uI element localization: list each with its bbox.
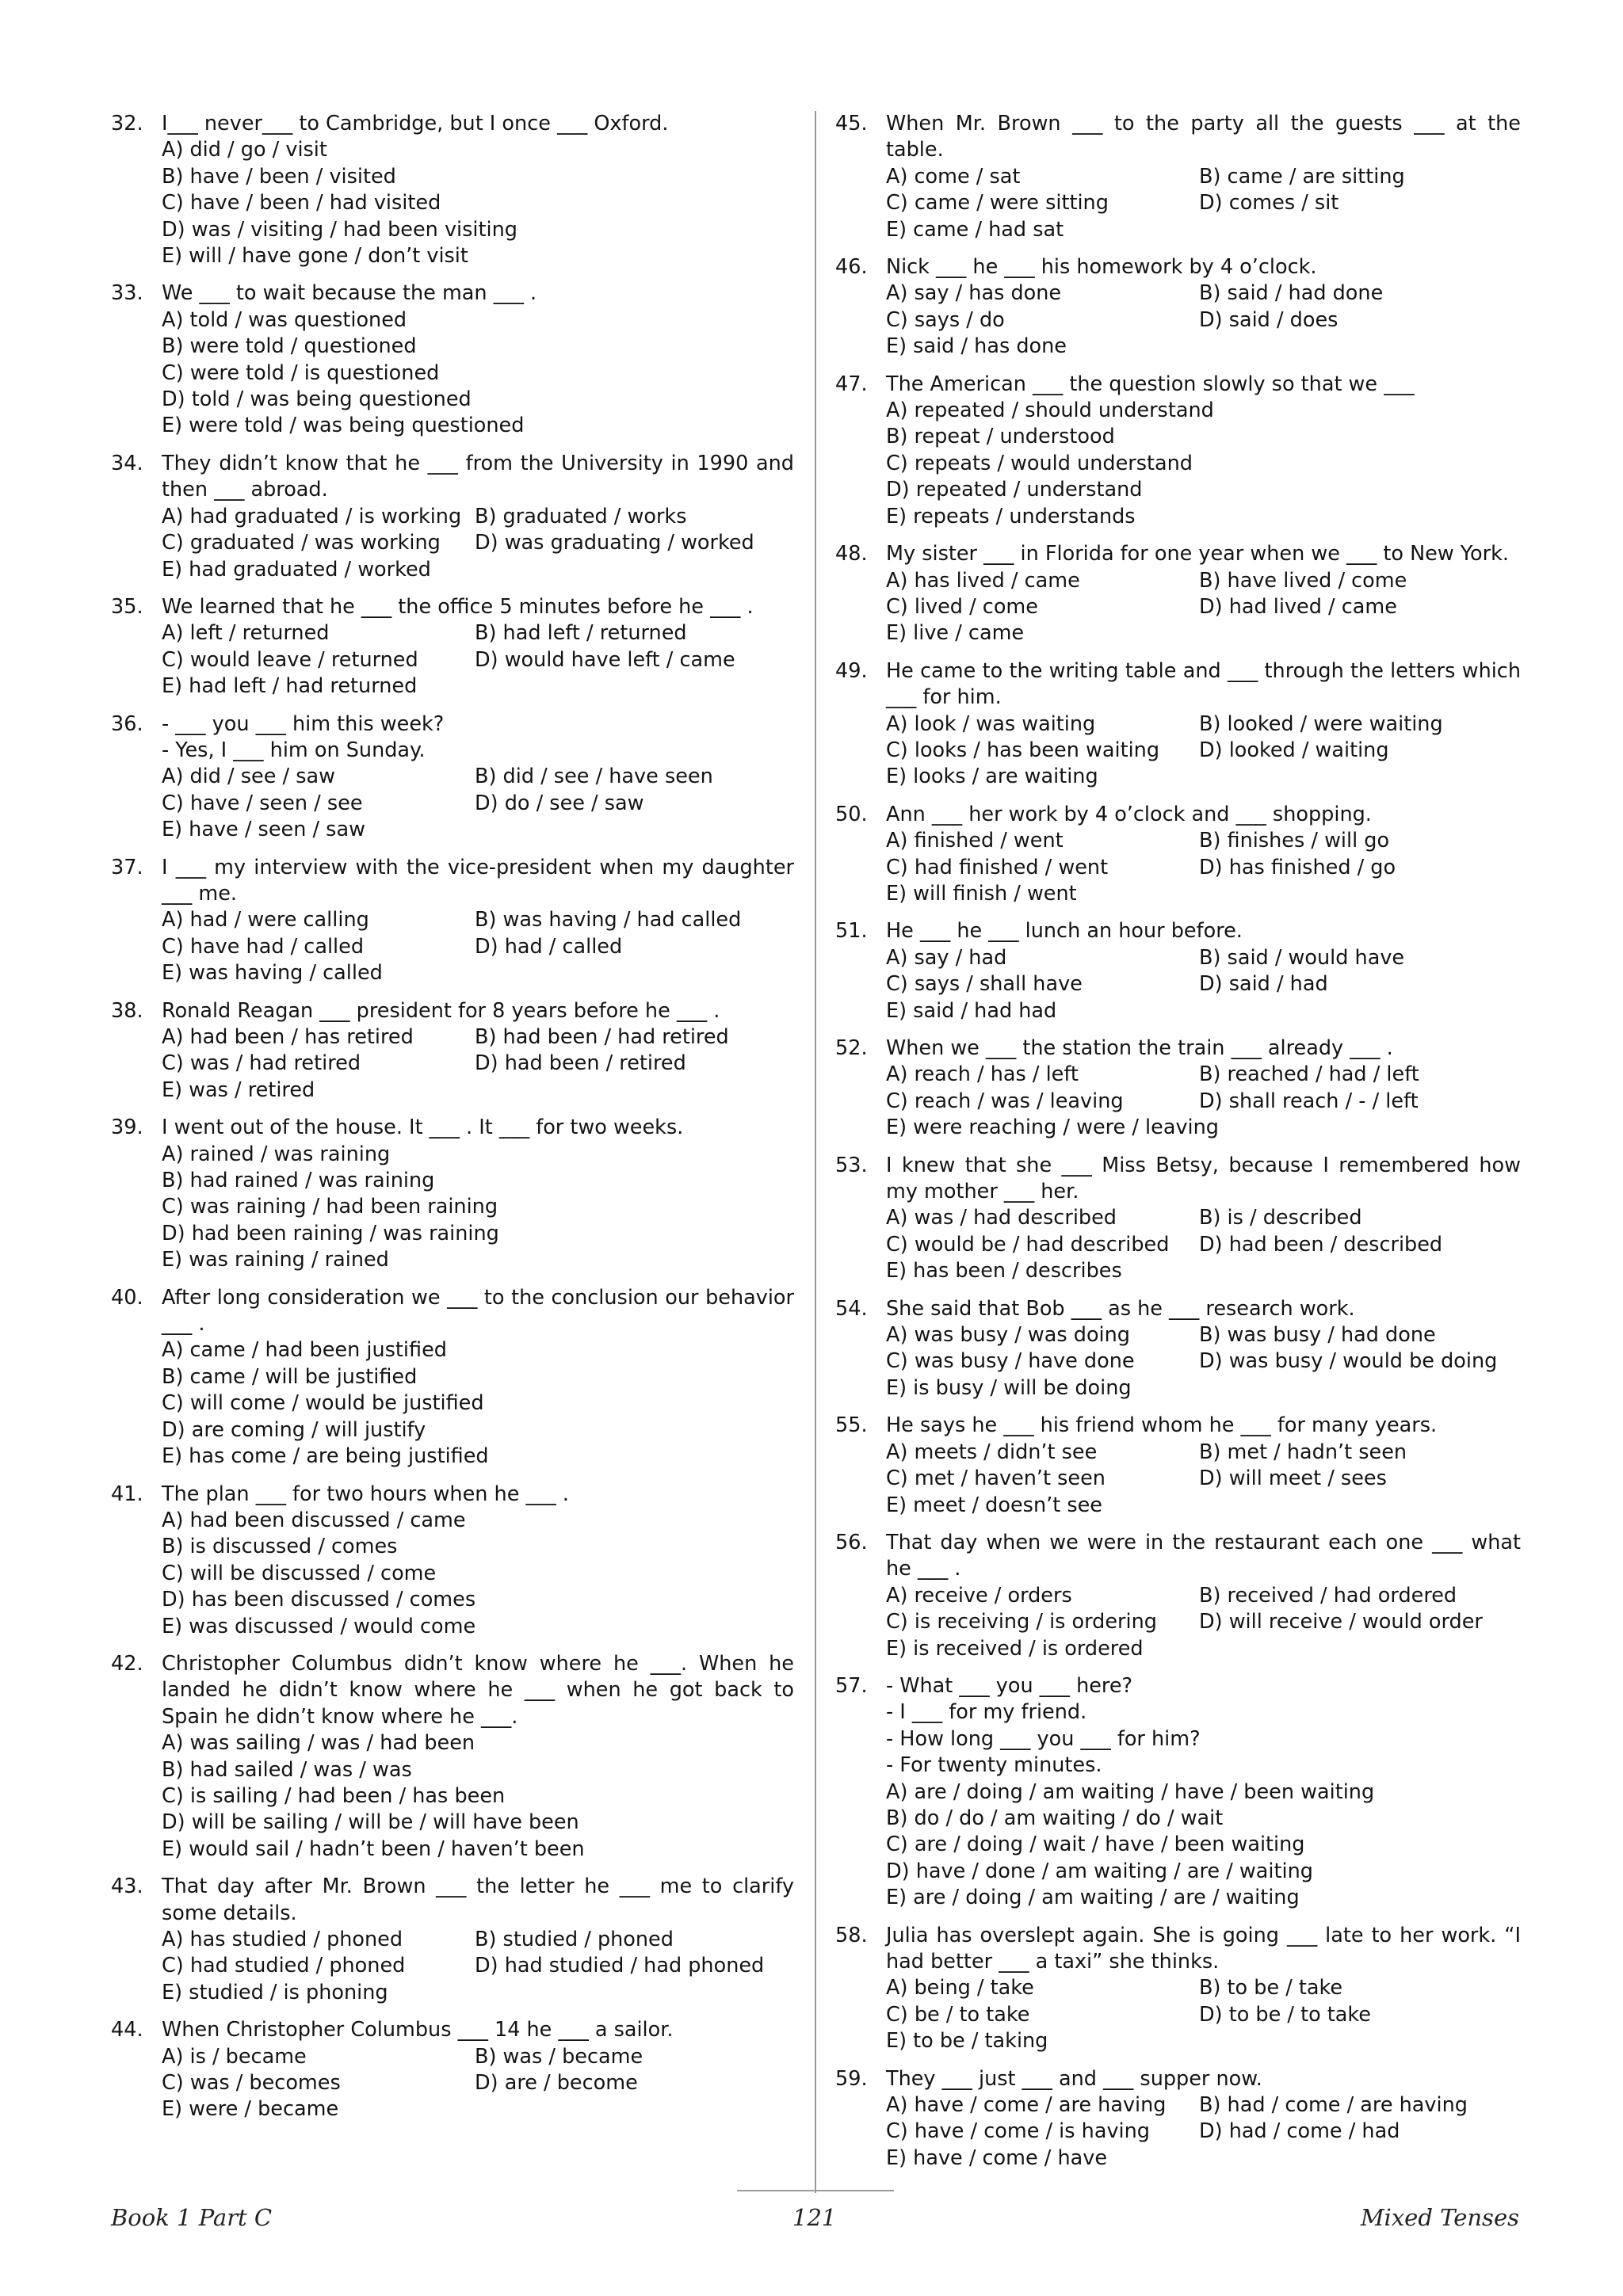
question: [835, 918, 1521, 1024]
answer-option[interactable]: B) have lived / come: [1199, 568, 1407, 593]
question-text: [162, 594, 794, 620]
question: [835, 1035, 1521, 1142]
question-text: [162, 711, 794, 765]
answer-option[interactable]: E) said / has done: [886, 334, 1067, 359]
answer-option[interactable]: B) reached / had / left: [1199, 1062, 1419, 1087]
answer-option[interactable]: A) told / was questioned: [162, 307, 407, 332]
answer-option[interactable]: B) was busy / had done: [1199, 1323, 1436, 1348]
answer-option[interactable]: B) is / described: [1199, 1206, 1362, 1230]
answer-option[interactable]: A) has lived / came: [886, 568, 1080, 593]
answer-options: [162, 1730, 794, 1863]
question-text: [162, 1115, 794, 1141]
answer-option[interactable]: E) had graduated / worked: [162, 557, 431, 582]
question-number: 52.: [835, 1036, 868, 1060]
answer-option[interactable]: B) studied / phoned: [475, 1928, 674, 1951]
answer-option[interactable]: B) received / had ordered: [1199, 1583, 1457, 1608]
question-line: - How long ___ you ___ for him?: [886, 1726, 1201, 1751]
answer-option[interactable]: E) live / came: [886, 621, 1025, 646]
answer-option[interactable]: E) was having / called: [162, 961, 383, 986]
question-line: The plan ___ for two hours when he ___ .: [162, 1482, 569, 1506]
answer-option[interactable]: B) came / will be justified: [162, 1364, 418, 1389]
answer-option[interactable]: B) graduated / works: [475, 504, 687, 528]
answer-option[interactable]: A) had / were calling: [162, 908, 369, 933]
answer-option[interactable]: E) is received / is ordered: [886, 1636, 1144, 1661]
answer-option[interactable]: D) had been raining / was raining: [162, 1221, 499, 1245]
answer-option[interactable]: B) finishes / will go: [1199, 829, 1390, 853]
answer-option[interactable]: C) graduated / was working: [162, 531, 441, 555]
answer-options: [886, 398, 1521, 530]
answer-option[interactable]: C) will be discussed / come: [162, 1561, 437, 1585]
question-text: [886, 1530, 1521, 1583]
answer-option[interactable]: D) have / done / am waiting / are / waiting: [886, 1859, 1313, 1883]
question-number: 37.: [111, 855, 143, 879]
answer-option[interactable]: E) will / have gone / don’t visit: [162, 244, 468, 269]
question: [835, 111, 1521, 243]
answer-option[interactable]: E) are / doing / am waiting / are / waiting: [886, 1886, 1300, 1910]
question: [111, 1285, 794, 1470]
answer-option[interactable]: C) are / doing / wait / have / been waiting: [886, 1833, 1305, 1857]
question-text: [162, 855, 794, 908]
answer-option[interactable]: C) had studied / phoned: [162, 1954, 406, 1978]
answer-option[interactable]: D) has finished / go: [1199, 855, 1396, 879]
answer-option[interactable]: E) would sail / hadn’t been / haven’t been: [162, 1836, 585, 1861]
question: [111, 711, 794, 844]
question-line: Ronald Reagan ___ president for 8 years before he ___ .: [162, 998, 720, 1023]
answer-option[interactable]: D) had / called: [475, 934, 623, 959]
question-number: 57.: [835, 1673, 868, 1698]
answer-option[interactable]: D) comes / sit: [1199, 191, 1339, 215]
question-number: 44.: [111, 2018, 143, 2042]
question-line: I ___ my interview with the vice-president when my daughter ___ me.: [162, 855, 794, 906]
answer-option[interactable]: C) would be / had described: [886, 1232, 1170, 1257]
answer-options: [886, 1062, 1521, 1141]
question-text: [886, 2066, 1521, 2092]
answer-options: [886, 1322, 1521, 1402]
answer-option[interactable]: A) did / see / saw: [162, 765, 335, 789]
question-number: 48.: [835, 542, 868, 566]
question-line: Nick ___ he ___ his homework by 4 o’clock.: [886, 255, 1317, 280]
answer-options: [162, 907, 794, 986]
question-number: 39.: [111, 1116, 143, 1140]
answer-option[interactable]: B) repeat / understood: [886, 425, 1115, 449]
question-number: 53.: [835, 1153, 868, 1177]
answer-options: [162, 620, 794, 700]
question: [111, 1482, 794, 1640]
answer-option[interactable]: B) met / hadn’t seen: [1199, 1440, 1407, 1464]
answer-option[interactable]: A) say / has done: [886, 281, 1062, 306]
question: [111, 2017, 794, 2123]
answer-options: [162, 137, 794, 269]
answer-option[interactable]: D) will be sailing / will be / will have been: [162, 1810, 579, 1835]
answer-option[interactable]: E) meet / doesn’t see: [886, 1493, 1102, 1517]
question-line: I went out of the house. It ___ . It ___ for two weeks.: [162, 1116, 684, 1140]
answer-option[interactable]: E) was / retired: [162, 1077, 315, 1102]
answer-option[interactable]: E) was raining / rained: [162, 1248, 389, 1272]
answer-option[interactable]: D) had / come / had: [1199, 2119, 1400, 2144]
answer-option[interactable]: B) said / would have: [1199, 945, 1405, 970]
question-line: He came to the writing table and ___ through the letters which ___ for him.: [886, 658, 1521, 710]
answer-option[interactable]: E) has come / are being justified: [162, 1444, 489, 1469]
answer-option[interactable]: C) says / do: [886, 307, 1005, 332]
question-number: 58.: [835, 1923, 868, 1947]
answer-option[interactable]: C) is sailing / had been / has been: [162, 1783, 506, 1808]
answer-option[interactable]: A) has studied / phoned: [162, 1928, 403, 1951]
answer-option[interactable]: E) looks / are waiting: [886, 765, 1098, 789]
answer-options: [886, 164, 1521, 243]
question: [835, 802, 1521, 908]
answer-option[interactable]: D) will receive / would order: [1199, 1610, 1483, 1634]
question: [111, 1651, 794, 1863]
answer-option[interactable]: B) was having / had called: [475, 908, 742, 933]
question-text: [162, 2017, 794, 2043]
question-line: - What ___ you ___ here?: [886, 1673, 1133, 1698]
answer-option[interactable]: A) was busy / was doing: [886, 1323, 1130, 1348]
answer-option[interactable]: D) would have left / came: [475, 647, 735, 672]
answer-option[interactable]: D) was graduating / worked: [475, 531, 754, 555]
answer-option[interactable]: C) met / haven’t seen: [886, 1466, 1106, 1491]
answer-option[interactable]: B) had / come / are having: [1199, 2093, 1468, 2118]
answer-option[interactable]: B) said / had done: [1199, 281, 1384, 306]
question-number: 41.: [111, 1482, 143, 1506]
question-line: They ___ just ___ and ___ supper now.: [886, 2066, 1262, 2091]
answer-option[interactable]: A) came / had been justified: [162, 1338, 447, 1363]
answer-option[interactable]: B) is discussed / comes: [162, 1535, 398, 1559]
question: [111, 1115, 794, 1273]
answer-option[interactable]: C) had finished / went: [886, 855, 1109, 879]
right-column: [835, 111, 1521, 2183]
question-number: 54.: [835, 1296, 868, 1321]
question: [835, 1413, 1521, 1519]
question-text: [886, 1923, 1521, 1976]
answer-option[interactable]: A) look / was waiting: [886, 711, 1096, 736]
question-text: [162, 998, 794, 1024]
question-text: [886, 918, 1521, 944]
answer-option[interactable]: E) came / had sat: [886, 217, 1064, 242]
answer-option[interactable]: B) to be / take: [1199, 1976, 1343, 2000]
answer-option[interactable]: E) was discussed / would come: [162, 1614, 476, 1638]
question-line: He ___ he ___ lunch an hour before.: [886, 919, 1243, 944]
answer-option[interactable]: A) had been discussed / came: [162, 1508, 466, 1532]
answer-option[interactable]: A) had graduated / is working: [162, 504, 462, 528]
answer-options: [886, 2092, 1521, 2172]
question-line: Julia has overslept again. She is going ___ late to her work. “I had better ___ a taxi” she thinks.: [886, 1923, 1521, 1974]
question-line: We learned that he ___ the office 5 minutes before he ___ .: [162, 594, 754, 619]
question-text: [886, 1413, 1521, 1439]
question-line: I___ never___ to Cambridge, but I once ___ Oxford.: [162, 112, 669, 135]
answer-options: [886, 568, 1521, 647]
question-number: 43.: [111, 1875, 143, 1899]
question-text: [886, 111, 1521, 164]
answer-option[interactable]: C) have had / called: [162, 934, 364, 959]
answer-option[interactable]: D) said / does: [1199, 307, 1338, 332]
question-number: 36.: [111, 711, 143, 736]
question-line: They didn’t know that he ___ from the University in 1990 and then ___ abroad.: [162, 451, 794, 502]
answer-options: [886, 1779, 1521, 1912]
answer-option[interactable]: B) do / do / am waiting / do / wait: [886, 1806, 1224, 1830]
question-number: 40.: [111, 1285, 143, 1310]
answer-option[interactable]: B) had left / returned: [475, 621, 687, 646]
answer-option[interactable]: C) would leave / returned: [162, 647, 418, 672]
question: [111, 111, 794, 269]
answer-option[interactable]: B) came / are sitting: [1199, 164, 1405, 189]
question: [835, 1673, 1521, 1912]
question-line: He says he ___ his friend whom he ___ for many years.: [886, 1413, 1438, 1438]
answer-options: [162, 307, 794, 440]
left-column: [111, 111, 794, 2134]
answer-option[interactable]: D) repeated / understand: [886, 478, 1143, 502]
question-line: - Yes, I ___ him on Sunday.: [162, 738, 426, 762]
answer-option[interactable]: C) was busy / have done: [886, 1349, 1135, 1374]
question-text: [162, 1874, 794, 1927]
answer-option[interactable]: A) finished / went: [886, 829, 1064, 853]
answer-option[interactable]: A) have / come / are having: [886, 2093, 1167, 2118]
answer-option[interactable]: C) have / been / had visited: [162, 191, 441, 215]
question: [111, 998, 794, 1104]
question-text: [886, 1673, 1521, 1779]
answer-option[interactable]: D) are coming / will justify: [162, 1417, 426, 1442]
answer-option[interactable]: A) was sailing / was / had been: [162, 1731, 475, 1756]
question: [111, 1874, 794, 2006]
answer-option[interactable]: D) had been / described: [1199, 1232, 1443, 1257]
answer-option[interactable]: E) repeats / understands: [886, 504, 1136, 528]
answer-options: [886, 280, 1521, 360]
answer-options: [886, 945, 1521, 1024]
question-number: 51.: [835, 919, 868, 944]
question-text: [886, 254, 1521, 280]
answer-option[interactable]: D) to be / to take: [1199, 2002, 1371, 2027]
answer-option[interactable]: D) was / visiting / had been visiting: [162, 217, 517, 242]
answer-option[interactable]: D) are / become: [475, 2071, 638, 2096]
question-line: When Mr. Brown ___ to the party all the guests ___ at the table.: [886, 112, 1521, 162]
answer-option[interactable]: A) meets / didn’t see: [886, 1440, 1098, 1464]
page-number: 121: [792, 2204, 837, 2231]
question-text: [162, 451, 794, 504]
answer-options: [162, 1927, 794, 2006]
answer-option[interactable]: C) have / come / is having: [886, 2119, 1150, 2144]
answer-option[interactable]: A) receive / orders: [886, 1583, 1072, 1608]
answer-options: [886, 1975, 1521, 2054]
answer-option[interactable]: C) came / were sitting: [886, 191, 1109, 215]
answer-option[interactable]: D) said / had: [1199, 972, 1328, 997]
answer-option[interactable]: A) is / became: [162, 2044, 307, 2069]
answer-option[interactable]: C) looks / has been waiting: [886, 738, 1160, 762]
answer-option[interactable]: A) reach / has / left: [886, 1062, 1079, 1087]
answer-option[interactable]: B) had sailed / was / was: [162, 1757, 412, 1782]
footer-section-title: Mixed Tenses: [1360, 2204, 1519, 2231]
answer-options: [886, 1583, 1521, 1662]
question-text: [886, 1153, 1521, 1206]
answer-option[interactable]: D) will meet / sees: [1199, 1466, 1387, 1491]
question-number: 56.: [835, 1530, 868, 1554]
question-line: I knew that she ___ Miss Betsy, because I remembered how my mother ___ her.: [886, 1153, 1521, 1204]
question: [835, 541, 1521, 647]
answer-option[interactable]: B) had rained / was raining: [162, 1169, 435, 1193]
footer-book-title: Book 1 Part C: [111, 2204, 273, 2231]
answer-option[interactable]: A) repeated / should understand: [886, 399, 1214, 423]
answer-option[interactable]: A) did / go / visit: [162, 138, 327, 162]
answer-options: [886, 828, 1521, 907]
question-number: 42.: [111, 1651, 143, 1676]
answer-option[interactable]: C) was / had retired: [162, 1051, 361, 1076]
answer-options: [162, 1024, 794, 1104]
answer-option[interactable]: B) looked / were waiting: [1199, 711, 1443, 736]
question-line: - For twenty minutes.: [886, 1753, 1102, 1778]
answer-option[interactable]: C) be / to take: [886, 2002, 1030, 2027]
question-number: 35.: [111, 594, 143, 619]
answer-option[interactable]: B) did / see / have seen: [475, 765, 713, 789]
question: [835, 1923, 1521, 2055]
answer-option[interactable]: C) says / shall have: [886, 972, 1083, 997]
question-line: - I ___ for my friend.: [886, 1700, 1087, 1725]
answer-option[interactable]: A) are / doing / am waiting / have / been waiting: [886, 1779, 1375, 1804]
answer-option[interactable]: A) being / take: [886, 1976, 1034, 2000]
answer-options: [162, 1142, 794, 1274]
column-divider: [815, 111, 816, 2193]
question-text: [886, 658, 1521, 711]
question-text: [162, 280, 794, 307]
question-number: 59.: [835, 2066, 868, 2091]
answer-options: [886, 1440, 1521, 1519]
answer-option[interactable]: C) lived / come: [886, 594, 1038, 619]
question-text: [886, 372, 1521, 398]
answer-option[interactable]: A) come / sat: [886, 164, 1021, 189]
answer-option[interactable]: A) had been / has retired: [162, 1025, 414, 1049]
answer-options: [886, 711, 1521, 791]
answer-option[interactable]: E) had left / had returned: [162, 674, 418, 699]
question-line: Christopher Columbus didn’t know where he ___. When he landed he didn’t know where he ___ when he got back to Spain he didn’t know where he ___.: [162, 1651, 794, 1729]
answer-options: [162, 2044, 794, 2123]
answer-option[interactable]: E) has been / describes: [886, 1259, 1122, 1283]
answer-option[interactable]: B) have / been / visited: [162, 164, 396, 189]
question: [111, 280, 794, 439]
question-line: That day after Mr. Brown ___ the letter he ___ me to clarify some details.: [162, 1875, 794, 1925]
question: [835, 2066, 1521, 2172]
answer-option[interactable]: C) was / becomes: [162, 2071, 341, 2096]
question-text: [162, 1651, 794, 1730]
question-number: 33.: [111, 281, 143, 306]
question-number: 32.: [111, 112, 143, 135]
question-line: My sister ___ in Florida for one year when we ___ to New York.: [886, 542, 1509, 566]
answer-option[interactable]: C) were told / is questioned: [162, 360, 440, 385]
answer-options: [162, 764, 794, 843]
answer-option[interactable]: D) had lived / came: [1199, 594, 1397, 619]
answer-option[interactable]: C) is receiving / is ordering: [886, 1610, 1157, 1634]
answer-option[interactable]: E) said / had had: [886, 998, 1057, 1023]
answer-option[interactable]: E) were reaching / were / leaving: [886, 1116, 1219, 1140]
answer-option[interactable]: E) studied / is phoning: [162, 1980, 388, 2004]
footer-rule: [737, 2190, 894, 2191]
question-text: [162, 1285, 794, 1338]
answer-option[interactable]: D) had studied / had phoned: [475, 1954, 765, 1978]
question: [111, 451, 794, 583]
question-line: When Christopher Columbus ___ 14 he ___ a sailor.: [162, 2018, 674, 2042]
question: [835, 372, 1521, 530]
answer-option[interactable]: E) have / seen / saw: [162, 818, 365, 842]
answer-option[interactable]: B) was / became: [475, 2044, 643, 2069]
answer-option[interactable]: E) to be / taking: [886, 2029, 1048, 2054]
question-text: [886, 1296, 1521, 1322]
question-text: [162, 111, 794, 137]
answer-option[interactable]: A) left / returned: [162, 621, 330, 646]
question-number: 55.: [835, 1413, 868, 1438]
question-text: [886, 541, 1521, 567]
question: [835, 658, 1521, 791]
answer-option[interactable]: D) had been / retired: [475, 1051, 686, 1076]
question-number: 38.: [111, 998, 143, 1023]
question-number: 34.: [111, 451, 143, 475]
answer-option[interactable]: E) have / come / have: [886, 2145, 1108, 2170]
answer-option[interactable]: C) reach / was / leaving: [886, 1089, 1124, 1113]
answer-option[interactable]: E) were / became: [162, 2097, 339, 2122]
question-line: When we ___ the station the train ___ already ___ .: [886, 1036, 1393, 1060]
answer-option[interactable]: C) repeats / would understand: [886, 451, 1193, 475]
question-line: We ___ to wait because the man ___ .: [162, 281, 537, 306]
question: [111, 855, 794, 987]
answer-option[interactable]: C) have / seen / see: [162, 791, 363, 815]
question-line: - ___ you ___ him this week?: [162, 711, 445, 736]
answer-option[interactable]: A) say / had: [886, 945, 1007, 970]
answer-option[interactable]: D) shall reach / - / left: [1199, 1089, 1419, 1113]
question-number: 47.: [835, 372, 868, 396]
answer-option[interactable]: E) were told / was being questioned: [162, 414, 525, 438]
answer-options: [162, 1337, 794, 1470]
answer-option[interactable]: B) had been / had retired: [475, 1025, 729, 1049]
answer-option[interactable]: D) was busy / would be doing: [1199, 1349, 1498, 1374]
question-text: [162, 1482, 794, 1508]
question: [835, 1530, 1521, 1662]
answer-option[interactable]: E) is busy / will be doing: [886, 1375, 1132, 1400]
answer-options: [886, 1205, 1521, 1284]
question: [111, 594, 794, 700]
question-text: [886, 802, 1521, 828]
question-line: After long consideration we ___ to the conclusion our behavior ___ .: [162, 1285, 794, 1337]
answer-option[interactable]: D) do / see / saw: [475, 791, 644, 815]
question: [835, 254, 1521, 360]
question-number: 50.: [835, 802, 868, 826]
question-line: The American ___ the question slowly so that we ___: [886, 372, 1415, 396]
answer-option[interactable]: C) will come / would be justified: [162, 1391, 484, 1416]
answer-options: [162, 504, 794, 583]
question: [835, 1153, 1521, 1285]
answer-options: [162, 1508, 794, 1640]
question-number: 46.: [835, 255, 868, 280]
question: [835, 1296, 1521, 1402]
question-number: 45.: [835, 112, 868, 135]
answer-option[interactable]: B) were told / questioned: [162, 334, 417, 359]
answer-option[interactable]: C) was raining / had been raining: [162, 1195, 498, 1219]
answer-option[interactable]: A) was / had described: [886, 1206, 1117, 1230]
question-line: She said that Bob ___ as he ___ research work.: [886, 1296, 1355, 1321]
answer-option[interactable]: A) rained / was raining: [162, 1142, 391, 1166]
answer-option[interactable]: D) told / was being questioned: [162, 387, 472, 412]
answer-option[interactable]: E) will finish / went: [886, 881, 1077, 906]
answer-option[interactable]: D) looked / waiting: [1199, 738, 1389, 762]
question-text: [886, 1035, 1521, 1062]
question-line: Ann ___ her work by 4 o’clock and ___ shopping.: [886, 802, 1372, 826]
question-line: That day when we were in the restaurant each one ___ what he ___ .: [886, 1530, 1521, 1581]
question-number: 49.: [835, 658, 868, 683]
answer-option[interactable]: D) has been discussed / comes: [162, 1588, 476, 1612]
